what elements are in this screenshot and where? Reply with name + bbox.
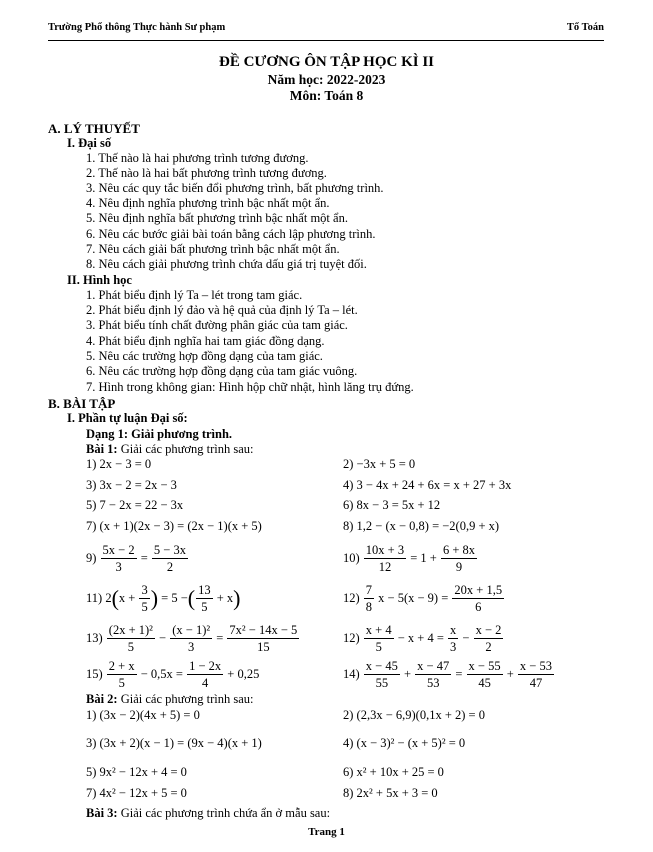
numerator: 1 − 2x: [189, 659, 222, 673]
list-item: 2. Thế nào là hai bất phương trình tương đương.: [86, 166, 327, 180]
denominator: 55: [375, 676, 389, 690]
eq-label: 9): [86, 551, 97, 565]
fraction: [107, 622, 155, 655]
denominator: 5: [127, 640, 134, 654]
equation-b2-8: 8) 2x² + 5x + 3 = 0: [343, 786, 438, 800]
denominator: 5: [375, 640, 382, 654]
equation-b2-2: 2) (2,3x − 6,9)(0,1x + 2) = 0: [343, 708, 485, 722]
fraction: [364, 582, 374, 615]
eq-op: =: [140, 551, 148, 565]
eq-op: = 1 +: [410, 551, 437, 565]
eq-label: 11) 2: [86, 591, 112, 605]
eq-op: −: [159, 631, 167, 645]
equation-b2-4: 4) (x − 3)² − (x + 5)² = 0: [343, 736, 466, 750]
type-1-heading: Dạng 1: Giải phương trình.: [86, 427, 233, 441]
equation-10: [343, 542, 478, 575]
fraction: [474, 622, 504, 655]
eq-op: −: [462, 631, 470, 645]
fraction: [364, 658, 400, 691]
header-divider: [48, 40, 604, 41]
fraction: [452, 582, 504, 615]
denominator: 6: [475, 600, 482, 614]
denominator: 5: [118, 676, 125, 690]
denominator: 3: [450, 640, 457, 654]
list-item: 5. Nêu các trường hợp đồng dạng của tam giác.: [86, 349, 323, 363]
equation-b2-6: 6) x² + 10x + 25 = 0: [343, 765, 444, 779]
eq-label: 10): [343, 551, 360, 565]
eq-term: − x + 4 =: [397, 631, 444, 645]
equation-4: 4) 3 − 4x + 24 + 6x = x + 27 + 3x: [343, 478, 512, 492]
exercise-text: Giải các phương trình sau:: [117, 442, 254, 456]
geometry-heading: II. Hình học: [67, 273, 132, 287]
eq-term: + x: [216, 591, 234, 605]
denominator: 8: [365, 600, 373, 614]
section-1-heading: I. Phần tự luận Đại số:: [67, 411, 188, 425]
list-item: 2. Phát biểu định lý đảo và hệ quả của định lý Ta – lét.: [86, 303, 358, 317]
list-item: 4. Nêu định nghĩa phương trình bậc nhất một ẩn.: [86, 196, 330, 210]
fraction: [152, 542, 188, 575]
eq-term: x +: [118, 591, 136, 605]
equation-9: [86, 542, 189, 575]
eq-label: 15): [86, 667, 103, 681]
fraction: [518, 658, 554, 691]
numerator: 5 − 3x: [153, 543, 186, 557]
equation-6: 6) 8x − 3 = 5x + 12: [343, 498, 441, 512]
numerator: 7: [365, 583, 373, 597]
numerator: 3: [141, 583, 148, 597]
eq-label: 13): [86, 631, 103, 645]
eq-label: 12): [343, 631, 360, 645]
numerator: x − 47: [417, 659, 450, 673]
denominator: 3: [188, 640, 195, 654]
fraction: [415, 658, 451, 691]
denominator: 4: [202, 676, 209, 690]
eq-op: = 5 −: [161, 591, 188, 605]
fraction: [227, 622, 299, 655]
school-name: Trường Phổ thông Thực hành Sư phạm: [48, 22, 226, 33]
numerator: 6 + 8x: [442, 543, 476, 557]
equation-b2-5: 5) 9x² − 12x + 4 = 0: [86, 765, 187, 779]
list-item: 6. Nêu các bước giải bài toán bằng cách lập phương trình.: [86, 227, 376, 241]
equation-5: 5) 7 − 2x = 22 − 3x: [86, 498, 184, 512]
exercise-label: Bài 2:: [86, 692, 118, 706]
subject: Môn: Toán 8: [289, 88, 364, 103]
list-item: 3. Phát biểu tính chất đường phân giác của tam giác.: [86, 318, 348, 332]
list-item: 4. Phát biểu định nghĩa hai tam giác đồng dạng.: [86, 334, 325, 348]
exercise-text: Giải các phương trình sau:: [117, 692, 254, 706]
fraction: [441, 542, 477, 575]
fraction: [196, 582, 213, 615]
equation-1: 1) 2x − 3 = 0: [86, 457, 152, 471]
denominator: 2: [166, 560, 174, 574]
list-item: 1. Thế nào là hai phương trình tương đương.: [86, 151, 309, 165]
exercise-1-heading: [86, 442, 254, 457]
denominator: 15: [257, 640, 270, 654]
eq-term: x − 5(x − 9) =: [378, 591, 449, 605]
denominator: 53: [426, 676, 440, 690]
equation-15: [86, 658, 259, 691]
eq-op: =: [455, 667, 463, 681]
denominator: 2: [485, 640, 492, 654]
equation-2: 2) −3x + 5 = 0: [343, 457, 416, 471]
fraction: [101, 542, 137, 575]
exercise-3-heading: [86, 806, 330, 821]
paren: ): [233, 585, 241, 611]
fraction: [364, 542, 406, 575]
fraction: [107, 658, 137, 691]
equation-b2-7: 7) 4x² − 12x + 5 = 0: [86, 786, 187, 800]
eq-label: 12): [343, 591, 360, 605]
exercise-2-heading: [86, 692, 254, 707]
paren: ): [150, 585, 159, 611]
paren: (: [111, 585, 119, 611]
equation-b2-3: 3) (3x + 2)(x − 1) = (9x − 4)(x + 1): [86, 736, 262, 750]
part-a-heading: A. LÝ THUYẾT: [48, 121, 140, 136]
denominator: 3: [115, 560, 122, 574]
numerator: x − 2: [475, 623, 502, 637]
part-b-heading: B. BÀI TẬP: [48, 396, 116, 411]
eq-op: +: [506, 667, 514, 681]
list-item: 1. Phát biểu định lý Ta – lét trong tam giác.: [86, 288, 303, 302]
equation-14: [343, 658, 555, 691]
equation-12: [343, 582, 505, 615]
department-name: Tổ Toán: [566, 22, 604, 33]
denominator: 47: [529, 676, 543, 690]
numerator: (2x + 1)²: [108, 623, 153, 637]
equation-8: 8) 1,2 − (x − 0,8) = −2(0,9 + x): [343, 519, 500, 533]
equation-b2-1: 1) (3x − 2)(4x + 5) = 0: [86, 708, 200, 722]
fraction: [364, 622, 394, 655]
list-item: 8. Nêu cách giải phương trình chứa dấu giá trị tuyệt đối.: [86, 257, 367, 271]
numerator: x − 45: [365, 659, 398, 673]
list-item: 6. Nêu các trường hợp đồng dạng của tam giác vuông.: [86, 364, 358, 378]
paren: (: [187, 585, 196, 611]
list-item: 3. Nêu các quy tắc biến đổi phương trình, bất phương trình.: [86, 181, 384, 195]
eq-op: +: [403, 667, 412, 681]
numerator: x − 55: [468, 659, 501, 673]
equation-7: 7) (x + 1)(2x − 3) = (2x − 1)(x + 5): [86, 519, 262, 533]
numerator: 7x² − 14x − 5: [229, 623, 298, 637]
numerator: 20x + 1,5: [454, 583, 503, 597]
eq-term: + 0,25: [227, 667, 260, 681]
numerator: x: [450, 623, 457, 637]
list-item: 7. Nêu cách giải bất phương trình bậc nhất một ẩn.: [86, 242, 340, 256]
page-number: Trang 1: [308, 826, 345, 838]
algebra-heading: I. Đại số: [67, 136, 112, 150]
eq-term: − 0,5x =: [140, 667, 183, 681]
numerator: 2 + x: [108, 659, 135, 673]
eq-label: 14): [343, 667, 360, 681]
fraction: [187, 658, 223, 691]
fraction: [170, 622, 212, 655]
denominator: 12: [378, 560, 392, 574]
denominator: 5: [201, 600, 208, 614]
numerator: x − 53: [519, 659, 552, 673]
exercise-label: Bài 3:: [86, 806, 118, 820]
fraction: [139, 582, 149, 615]
equation-12b: [343, 622, 504, 655]
numerator: 10x + 3: [365, 543, 405, 557]
list-item: 5. Nêu định nghĩa bất phương trình bậc nhất một ẩn.: [86, 211, 348, 225]
exercise-text: Giải các phương trình chứa ẩn ở mẫu sau:: [117, 806, 331, 820]
equation-3: 3) 3x − 2 = 2x − 3: [86, 478, 177, 492]
list-item: 7. Hình trong không gian: Hình hộp chữ nhật, hình lăng trụ đứng.: [86, 380, 414, 394]
equation-13: [86, 622, 300, 655]
numerator: 5x − 2: [102, 543, 135, 557]
school-year: Năm học: 2022-2023: [267, 72, 386, 87]
denominator: 45: [478, 676, 491, 690]
denominator: 9: [455, 560, 463, 574]
numerator: x + 4: [365, 623, 392, 637]
document-title: ĐỀ CƯƠNG ÔN TẬP HỌC KÌ II: [218, 54, 435, 70]
denominator: 5: [141, 600, 148, 614]
numerator: (x − 1)²: [172, 623, 211, 637]
eq-op: =: [216, 631, 224, 645]
fraction: [467, 658, 503, 691]
fraction: [448, 622, 458, 655]
equation-11: [86, 582, 241, 615]
exercise-label: Bài 1:: [86, 442, 118, 456]
numerator: 13: [198, 583, 211, 597]
